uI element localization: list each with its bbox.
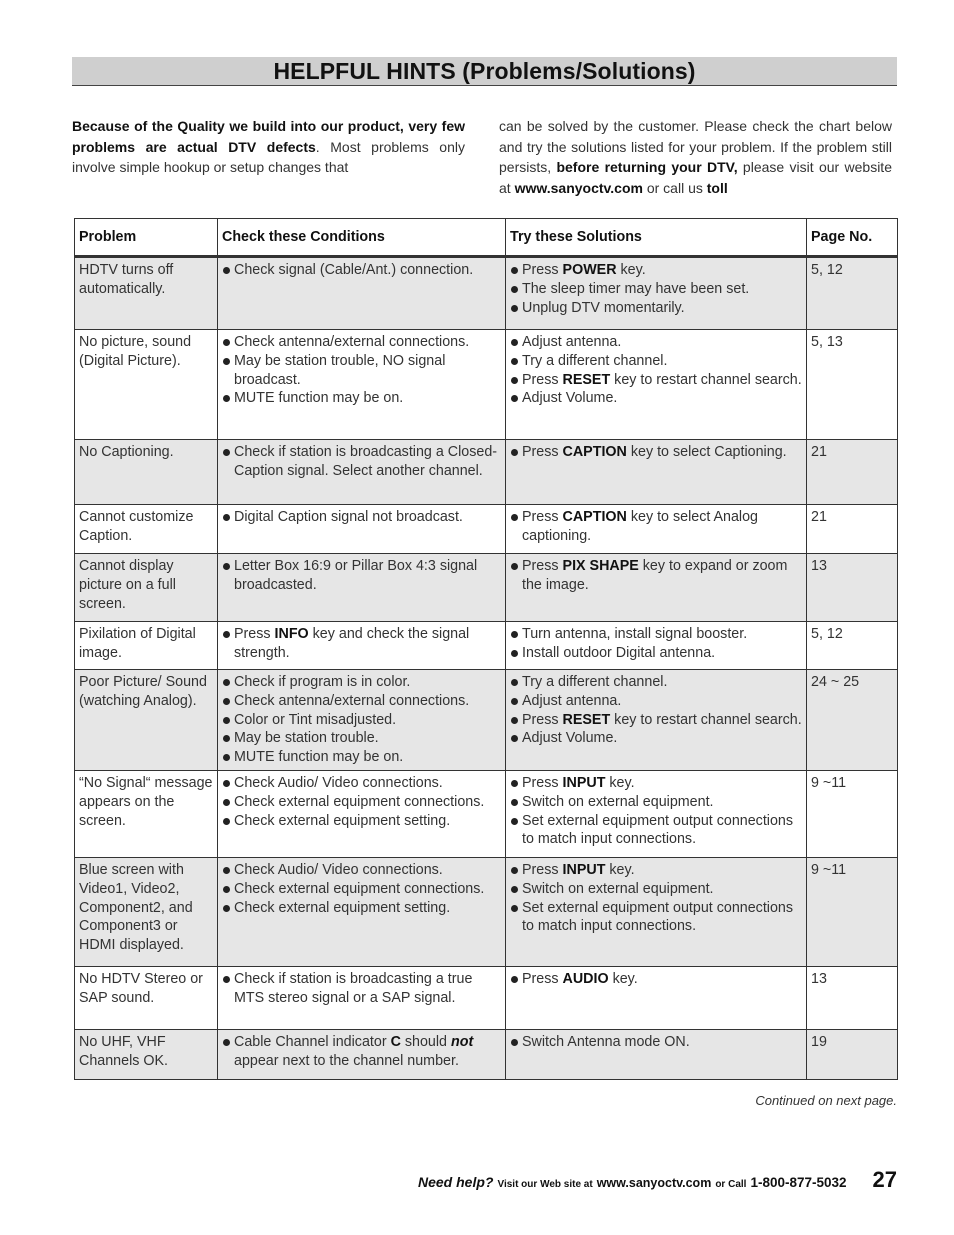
solutions-cell [506,554,807,622]
solution-text: key to restart channel search. [610,371,802,388]
solutions-list [510,508,802,546]
conditions-cell [218,330,506,440]
solution-item [510,793,802,812]
page-cell: 21 [807,440,898,505]
solutions-cell [506,622,807,670]
solutions-cell [506,967,807,1030]
condition-item: Check antenna/external connections. [222,692,501,711]
solution-text: Set external equipment output connections to match input connections. [522,812,794,848]
solution-text: Install outdoor Digital antenna. [522,644,716,661]
footer-website[interactable]: www.sanyoctv.com [596,1176,712,1190]
page-cell: 13 [807,967,898,1030]
problem-cell: HDTV turns off automatically. [75,257,218,330]
conditions-list [222,557,501,595]
condition-text: should [400,1034,451,1050]
solution-text: key to select Captioning. [626,444,787,460]
solution-item [510,812,802,850]
table-row [75,771,898,858]
solutions-list [510,774,802,849]
solutions-cell [506,1030,807,1080]
solution-text: Adjust Volume. [522,730,618,747]
solution-item [510,1033,802,1052]
conditions-cell [218,440,506,505]
solution-text: Switch Antenna mode ON. [522,1034,690,1050]
key-name: C [390,1034,401,1050]
table-row [75,505,898,554]
condition-item: MUTE function may be on. [222,748,501,767]
conditions-cell [218,505,506,554]
key-name: CAPTION [562,509,627,525]
condition-item: Check Audio/ Video connections. [222,861,501,880]
header-solutions: Try these Solutions [506,219,807,257]
solutions-cell [506,771,807,858]
table-row [75,967,898,1030]
conditions-cell [218,622,506,670]
solution-item [510,333,802,352]
emphasis-text: not [450,1034,474,1050]
condition-item: Letter Box 16:9 or Pillar Box 4:3 signal broadcasted. [222,557,501,595]
conditions-list [222,625,501,663]
solutions-cell [506,440,807,505]
solution-item [510,352,802,371]
solution-item [510,711,802,730]
header-problem: Problem [75,219,218,257]
solution-text: Press [522,558,563,574]
page-number: 27 [872,1167,897,1192]
condition-item: May be station trouble, NO signal broadcast. [222,352,501,390]
condition-item: Digital Caption signal not broadcast. [222,508,501,527]
page-cell: 5, 13 [807,330,898,440]
condition-item: Color or Tint misadjusted. [222,711,501,730]
conditions-list [222,861,501,917]
solution-item [510,261,802,280]
problem-cell: “No Signal“ message appears on the screen. [75,771,218,858]
solution-item [510,371,802,390]
solution-text: Turn antenna, install signal booster. [522,626,748,642]
page-cell: 21 [807,505,898,554]
page-title-bar [72,57,897,86]
solution-text: Press [522,971,563,987]
solution-item [510,389,802,408]
solution-text: Press [522,775,563,791]
hints-table [74,218,898,1080]
table-row [75,1030,898,1080]
condition-item: Check signal (Cable/Ant.) connection. [222,261,501,280]
header-conditions: Check these Conditions [218,219,506,257]
solution-item [510,625,802,644]
key-name: RESET [562,371,611,388]
solution-item [510,443,802,462]
solutions-cell [506,330,807,440]
solution-item [510,557,802,595]
table-row [75,858,898,967]
solution-item [510,508,802,546]
problem-cell: Pixilation of Digital image. [75,622,218,670]
solution-item [510,299,802,318]
page-cell: 13 [807,554,898,622]
key-name: INPUT [562,862,606,878]
key-name: RESET [562,711,611,728]
page-cell: 19 [807,1030,898,1080]
problem-cell: Blue screen with Video1, Video2, Component2, and Component3 or HDMI displayed. [75,858,218,967]
solution-text: Press [522,711,563,728]
condition-item: Check external equipment setting. [222,899,501,918]
page-cell: 9 ~11 [807,858,898,967]
solution-item [510,861,802,880]
solutions-list [510,625,802,663]
page-cell: 5, 12 [807,622,898,670]
condition-text: appear next to the channel number. [234,1052,459,1069]
condition-item: Check if program is in color. [222,673,501,692]
condition-item: Check if station is broadcasting a Closed-Caption signal. Select another channel. [222,443,501,481]
conditions-list [222,970,501,1008]
footer-or-call: or Call [715,1179,747,1190]
solution-item [510,880,802,899]
intro-right-column: can be solved by the customer. Please check the chart below and try the solutions listed for your problem. If the problem still persists, before returning your DTV, please visit our website at www.sanyoctv.com or call us toll [499,118,892,196]
solution-text: Switch on external equipment. [522,793,714,810]
conditions-list [222,673,501,767]
conditions-list [222,443,501,481]
page-cell: 24 ~ 25 [807,670,898,771]
solutions-list [510,970,802,989]
problem-cell: No UHF, VHF Channels OK. [75,1030,218,1080]
continued-note: Continued on next page. [755,1093,897,1108]
solution-text: Adjust antenna. [522,334,622,350]
solution-text: key. [605,862,635,878]
solution-text: The sleep timer may have been set. [522,280,750,297]
conditions-cell [218,967,506,1030]
solution-text: Press [522,371,563,388]
condition-text: Cable Channel indicator [234,1034,391,1050]
solution-text: key to select Analog captioning. [522,509,759,544]
solutions-list [510,673,802,748]
solution-item [510,899,802,937]
condition-item: Check external equipment connections. [222,793,501,812]
table-row [75,670,898,771]
solution-item [510,729,802,748]
header-page: Page No. [807,219,898,257]
solution-text: Press [522,262,563,278]
key-name: AUDIO [562,971,609,987]
conditions-list [222,261,501,280]
solution-item [510,673,802,692]
conditions-cell [218,1030,506,1080]
condition-text: Press [234,626,275,642]
solution-text: Press [522,509,563,525]
solution-text: Adjust Volume. [522,390,618,407]
condition-item [222,625,501,663]
solution-item [510,644,802,663]
condition-item: Check if station is broadcasting a true MTS stereo signal or a SAP signal. [222,970,501,1008]
solution-text: Switch on external equipment. [522,880,714,897]
table-row [75,257,898,330]
solutions-list [510,861,802,936]
solution-item [510,692,802,711]
solutions-list [510,1033,802,1052]
conditions-cell [218,257,506,330]
solution-text: Press [522,862,563,878]
condition-item: MUTE function may be on. [222,389,501,408]
key-name: INFO [274,626,309,642]
footer-phone[interactable]: 1-800-877-5032 [750,1175,847,1190]
condition-item: Check Audio/ Video connections. [222,774,501,793]
footer-need-help: Need help? [418,1174,494,1190]
conditions-list [222,774,501,830]
solution-item [510,280,802,299]
condition-item [222,1033,501,1071]
key-name: POWER [562,262,617,278]
website-link[interactable]: www.sanyoctv.com [514,179,643,196]
solutions-list [510,261,802,317]
solutions-cell [506,505,807,554]
solution-text: key. [608,971,638,987]
problem-cell: No picture, sound (Digital Picture). [75,330,218,440]
solution-text: Set external equipment output connections to match input connections. [522,899,794,935]
solution-item [510,970,802,989]
solutions-cell [506,858,807,967]
solution-text: Try a different channel. [522,674,668,690]
table-row [75,622,898,670]
solutions-list [510,443,802,462]
conditions-cell [218,771,506,858]
conditions-list [222,1033,501,1071]
condition-item: Check antenna/external connections. [222,333,501,352]
condition-item: May be station trouble. [222,729,501,748]
table-row [75,440,898,505]
solution-text: Unplug DTV momentarily. [522,299,685,316]
problem-cell: Cannot customize Caption. [75,505,218,554]
page-title: HELPFUL HINTS (Problems/Solutions) [273,58,696,84]
conditions-list [222,508,501,527]
key-name: PIX SHAPE [562,558,639,574]
solutions-list [510,557,802,595]
solution-text: key. [616,262,646,278]
solutions-cell [506,670,807,771]
solution-text: Try a different channel. [522,352,668,369]
solution-text: key to restart channel search. [610,711,802,728]
solutions-list [510,333,802,408]
table-header-row [75,219,898,257]
condition-item: Check external equipment setting. [222,812,501,831]
solutions-cell [506,257,807,330]
page-cell: 5, 12 [807,257,898,330]
conditions-cell [218,670,506,771]
conditions-list [222,333,501,408]
intro-left-column: Because of the Quality we build into our product, very few problems are actual DTV defects. Most problems only involve simple hookup or setup changes that [72,118,465,175]
conditions-cell [218,858,506,967]
condition-item: Check external equipment connections. [222,880,501,899]
solution-item [510,774,802,793]
footer-visit: Visit our Web site at [497,1179,593,1190]
page-cell: 9 ~11 [807,771,898,858]
solution-text: Adjust antenna. [522,692,622,709]
table-row [75,330,898,440]
footer [418,1167,897,1195]
solution-text: key. [605,775,635,791]
conditions-cell [218,554,506,622]
problem-cell: No HDTV Stereo or SAP sound. [75,967,218,1030]
table-row [75,554,898,622]
key-name: CAPTION [562,444,627,460]
problem-cell: Cannot display picture on a full screen. [75,554,218,622]
problem-cell: No Captioning. [75,440,218,505]
condition-text: key and check the signal strength. [234,626,470,661]
problem-cell: Poor Picture/ Sound (watching Analog). [75,670,218,771]
solution-text: Press [522,444,563,460]
key-name: INPUT [562,775,606,791]
table-body [75,257,898,1080]
solution-text: key to expand or zoom the image. [522,558,788,593]
